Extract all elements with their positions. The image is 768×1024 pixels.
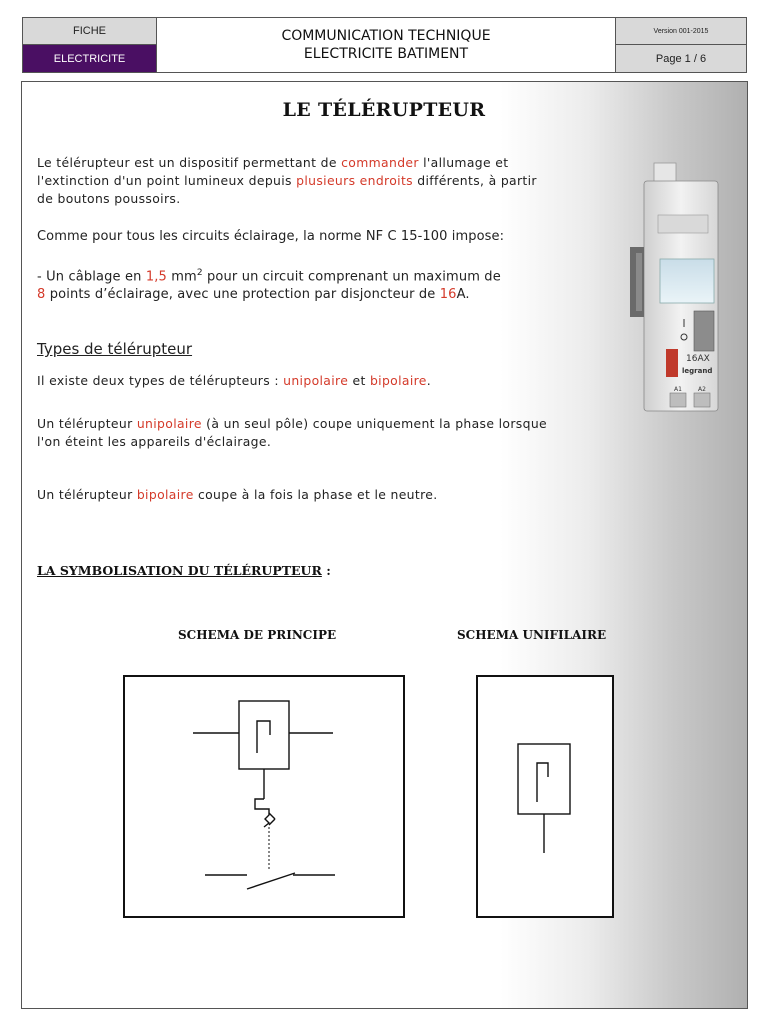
contact-blade: [247, 873, 295, 889]
coil-step-symbol: [257, 721, 270, 753]
terminal-a1-label: A1: [674, 386, 682, 393]
cabling-superscript: 2: [196, 268, 203, 278]
cabling-text: points d’éclairage, avec une protection par disjoncteur de: [45, 287, 440, 303]
version-label: Version 001-2015: [615, 18, 746, 45]
unipolar-text: Un télérupteur: [37, 416, 137, 431]
caption-schema-unifilar: SCHEMA UNIFILAIRE: [457, 628, 607, 642]
cabling-text: A.: [456, 287, 470, 303]
intro-text: de boutons poussoirs.: [37, 191, 181, 206]
mechanism-arrow: [269, 813, 275, 819]
norm-paragraph: Comme pour tous les circuits éclairage, la norme NF C 15-100 impose:: [37, 229, 505, 244]
unipolar-highlight: unipolaire: [136, 416, 202, 431]
types-highlight: unipolaire: [283, 373, 349, 388]
header-title-line2: ELECTRICITE BATIMENT: [303, 46, 469, 62]
schema-unifilar-drawing: [478, 677, 616, 920]
intro-highlight: plusieurs endroits: [296, 173, 413, 188]
mechanism-latch: [255, 799, 269, 827]
intro-text: l'allumage et: [418, 155, 509, 170]
unipolar-text: (à un seul pôle) coupe uniquement la phase lorsque: [201, 416, 547, 431]
symbol-heading: [37, 563, 331, 578]
bipolar-highlight: bipolaire: [136, 487, 194, 502]
intro-highlight: commander: [341, 155, 419, 170]
bipolar-text: coupe à la fois la phase et le neutre.: [193, 487, 438, 502]
cabling-highlight: 16: [439, 287, 457, 303]
cabling-text: pour un circuit comprenant un maximum de: [202, 269, 501, 285]
bipolar-text: Un télérupteur: [37, 487, 137, 502]
cabling-text: mm: [166, 269, 197, 285]
types-heading: Types de télérupteur: [37, 340, 193, 358]
telerupteur-device-image: [626, 155, 732, 423]
symbol-heading-colon: :: [321, 563, 331, 578]
schema-unifilar-diagram: [476, 675, 614, 918]
schema-principle-diagram: [123, 675, 405, 918]
intro-text: l'extinction d'un point lumineux depuis: [37, 173, 297, 188]
terminal-a2-label: A2: [698, 386, 706, 393]
header-title: [157, 18, 615, 72]
cabling-highlight: 1,5: [145, 269, 167, 285]
types-text: Il existe deux types de télérupteurs :: [37, 373, 284, 388]
device-drawing: [626, 155, 732, 423]
symbol-heading-text: LA SYMBOLISATION DU TÉLÉRUPTEUR: [37, 563, 322, 578]
types-highlight: bipolaire: [369, 373, 427, 388]
document-header: [22, 17, 747, 73]
unipolar-text: l'on éteint les appareils d'éclairage.: [37, 434, 272, 449]
coil-box: [239, 701, 289, 769]
cabling-text: - Un câblage en: [37, 269, 146, 285]
mechanism-arrow: [269, 819, 275, 825]
cabling-highlight: 8: [37, 287, 46, 303]
document-title: LE TÉLÉRUPTEUR: [282, 99, 486, 121]
bipolar-paragraph: [37, 486, 438, 504]
cabling-paragraph: [37, 264, 501, 304]
header-title-line1: COMMUNICATION TECHNIQUE: [281, 28, 491, 44]
schema-principle-drawing: [125, 677, 407, 920]
unifilar-step-symbol: [537, 763, 548, 802]
intro-paragraph: [37, 154, 627, 208]
intro-text: différents, à partir: [412, 173, 537, 188]
page-number: Page 1 / 6: [615, 45, 746, 72]
unipolar-paragraph: [37, 415, 547, 451]
types-paragraph: [37, 372, 431, 390]
intro-text: Le télérupteur est un dispositif permettant de: [37, 155, 342, 170]
fiche-label: FICHE: [23, 18, 157, 45]
unifilar-coil-box: [518, 744, 570, 814]
device-brand: legrand: [682, 367, 713, 375]
types-text: .: [426, 373, 432, 388]
caption-schema-principle: SCHEMA DE PRINCIPE: [178, 628, 337, 642]
types-text: et: [348, 373, 370, 388]
device-rating: 16AX: [686, 354, 710, 364]
category-label: ELECTRICITE: [23, 45, 157, 72]
